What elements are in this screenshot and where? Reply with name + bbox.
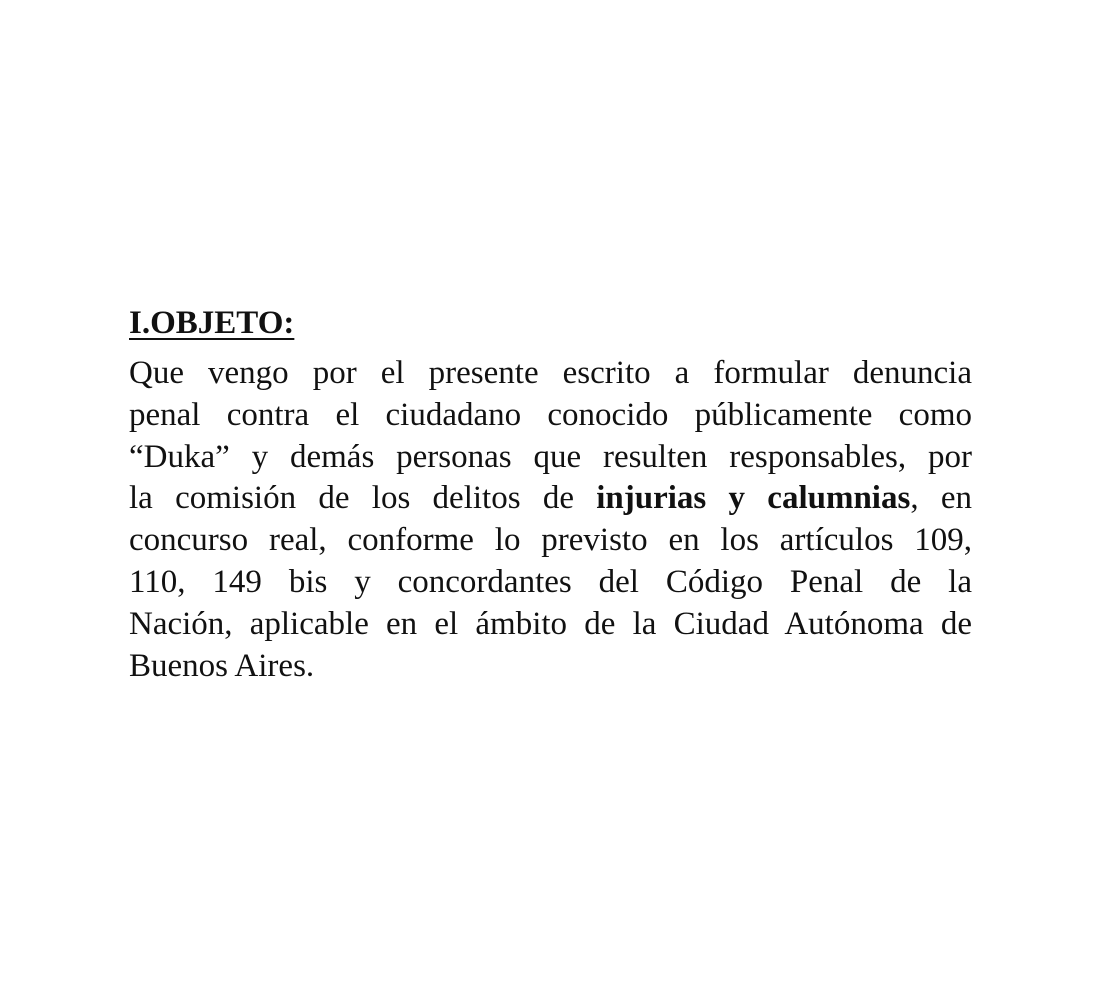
paragraph-line-8: Buenos Aires.: [129, 647, 315, 684]
paragraph-line-2: penal contra el ciudadano conocido públicamente como: [129, 396, 972, 433]
section-heading: I.OBJETO:: [129, 305, 295, 341]
paragraph-line-5: concurso real, conforme lo previsto en los artículos 109,: [129, 522, 972, 559]
bold-offenses: injurias y calumnias: [596, 480, 911, 517]
paragraph-line-7: Nación, aplicable en el ámbito de la Ciudad Autónoma de: [129, 605, 972, 642]
paragraph-line-3: “Duka” y demás personas que resulten responsables, por: [129, 438, 972, 475]
paragraph-line-4: [129, 478, 972, 520]
paragraph-line-1: Que vengo por el presente escrito a formular denuncia: [129, 355, 972, 391]
line-4-text-after: , en: [910, 480, 972, 517]
paragraph-line-6: 110, 149 bis y concordantes del Código Penal de la: [129, 563, 972, 600]
objeto-paragraph: [129, 353, 972, 687]
line-4-text-before: la comisión de los delitos de: [129, 480, 597, 517]
section-objeto: [129, 302, 972, 687]
